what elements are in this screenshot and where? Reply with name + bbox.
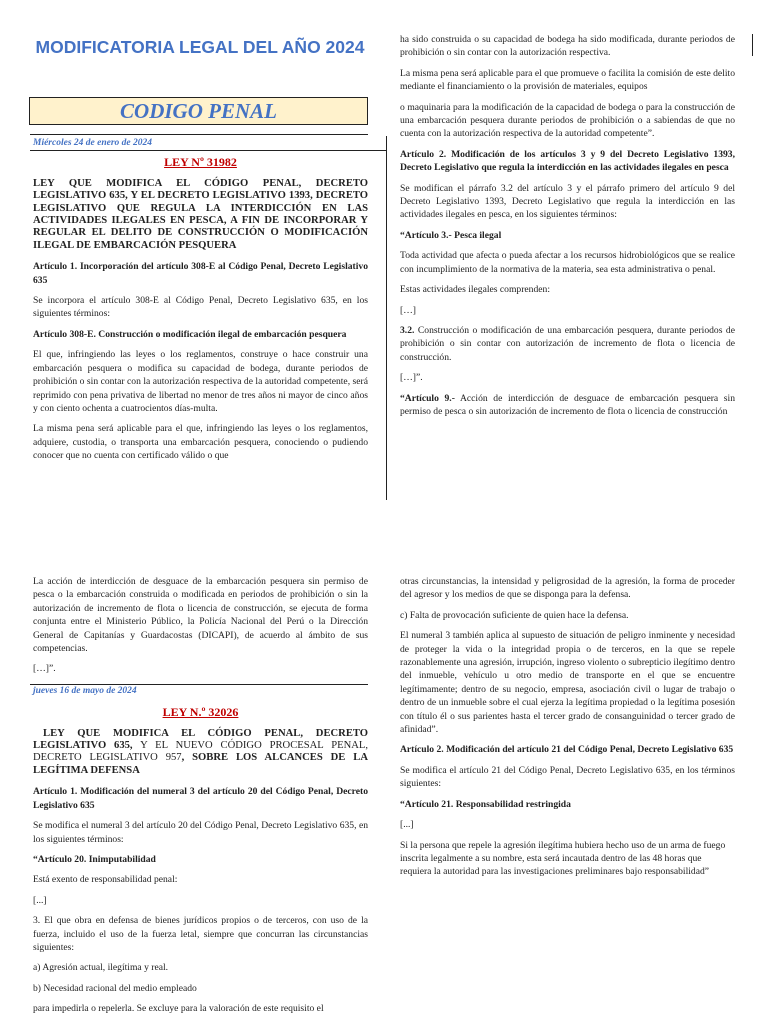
art9-label: “Artículo 9.-	[400, 392, 455, 404]
art20-item-a: a) Agresión actual, ilegítima y real.	[33, 962, 169, 974]
art20-heading: “Artículo 20. Inimputabilidad	[33, 853, 156, 865]
art3-list-intro: Estas actividades ilegales comprenden:	[400, 284, 550, 296]
art2-32026-text: Se modifica el artículo 21 del Código Penal, Decreto Legislativo 635, en los términos siguientes:	[400, 764, 735, 790]
art20-item-b: b) Necesidad racional del medio empleado	[33, 982, 197, 994]
art21-text: Si la persona que repele la agresión ilegítima hubiera hecho uso de un arma de fuego inscrita legalmente a su nombre, esta será incautada dentro de las 48 horas que requiera la autoridad para las investigaciones preliminares bajo responsabilidad”	[400, 839, 726, 878]
law-title-32026-a: LEY QUE MODIFICA EL CÓDIGO PENAL, DECRETO LEGISLATIVO 635,	[33, 727, 368, 752]
art2-32026-heading: Artículo 2. Modificación del artículo 21 del Código Penal, Decreto Legislativo 635	[400, 744, 734, 756]
paragraph-3-2	[400, 324, 735, 364]
art1-32026-text: Se modifica el numeral 3 del artículo 20 del Código Penal, Decreto Legislativo 635, en los siguientes términos:	[33, 820, 368, 845]
art20-item-3: 3. El que obra en defensa de bienes jurídicos propios o de terceros, con uso de la fuerza, incluido el uso de la fuerza letal, siempre que concurran las circunstancias siguientes:	[33, 915, 368, 953]
art21-heading: “Artículo 21. Responsabilidad restringida	[400, 798, 571, 810]
art3-heading: “Artículo 3.- Pesca ilegal	[400, 229, 502, 241]
code-penal-banner: CODIGO PENAL	[29, 97, 368, 125]
section2-right-column	[400, 575, 735, 886]
law-number-32026: LEY N.º 32026	[162, 705, 239, 720]
art20-numeral-3-note: El numeral 3 también aplica al supuesto de situación de peligro inminente y necesidad de proteger la vida o la integridad propia o de terceros, en la que se repele razonablemente una agresión, irrupción, ingreso violento o subrepticio ilegítimo dentro del inmueble, vehículo u otro medio de transporte en el que se encuentre legítimamente; dentro de su negocio, empresa, asociación civil o lugar de trabajo o dentro de un inmueble sobre el cual ejerza la legítima propiedad o la legítima posesión con título él o sus parientes hasta el tercer grado de consanguinidad o tercer grado de afinidad”.	[400, 630, 735, 736]
section2-date: jueves 16 de mayo de 2024	[33, 685, 137, 696]
law-title-32026	[33, 728, 368, 778]
art9-text: Acción de interdicción de desguace de embarcación pesquera sin permiso de pesca o sin autorización de incremento de flota o licencia de construcción	[400, 392, 735, 417]
art3-text: Toda actividad que afecta o pueda afectar a los recursos hidrobiológicos que se realice con incumplimiento de la normativa de la materia, sea esta administrativa o penal.	[400, 250, 735, 275]
section1-right-column	[400, 33, 735, 425]
art308e-paragraph-2-cont: ha sido construida o su capacidad de bodega ha sido modificada, durante periodos de prohibición o sin contar con la autorización respectiva.	[400, 34, 735, 59]
date-rule-bottom	[30, 150, 386, 151]
art20-text: Está exento de responsabilidad penal:	[33, 874, 178, 886]
art308e-paragraph-4: o maquinaria para la modificación de la capacidad de bodega o para la construcción de una embarcación pesquera durante periodos de prohibición o a sabiendas de que no cuenta con la autorización respectiva de la autoridad competente”.	[400, 101, 735, 140]
art308e-paragraph-3: La misma pena será aplicable para el que promueve o facilita la comisión de este delito mediante el financiamiento o la provisión de materiales, equipos	[400, 67, 735, 93]
art9-ellipsis: […]”.	[33, 663, 56, 675]
page-edge-rule	[752, 34, 753, 56]
art2-text: Se modifican el párrafo 3.2 del artículo 3 y el párrafo primero del artículo 9 del Decreto Legislativo 1393, Decreto Legislativo que regula la interdicción en las actividades ilegales en pesca, en los siguientes términos:	[400, 182, 735, 221]
section1-date: Miércoles 24 de enero de 2024	[33, 138, 152, 148]
art308e-paragraph-2: La misma pena será aplicable para el que, infringiendo las leyes o los reglamentos, adquiere, custodia, o transporta una embarcación pesquera, conociendo o pudiendo conocer que no cuenta con certificado válido o que	[33, 423, 368, 462]
section2-left-column	[33, 575, 368, 1023]
law-title-32026-b: Y EL NUEVO CÓDIGO PROCESAL PENAL, DECRETO LEGISLATIVO 957	[33, 740, 368, 764]
law-title-32026-c: , SOBRE LOS ALCANCES DE LA LEGÍTIMA DEFENSA	[33, 752, 368, 776]
art1-heading: Artículo 1. Incorporación del artículo 308-E al Código Penal, Decreto Legislativo 635	[33, 261, 368, 286]
art1-text: Se incorpora el artículo 308-E al Código Penal, Decreto Legislativo 635, en los siguientes términos:	[33, 295, 368, 320]
section2-date-rule	[30, 684, 368, 685]
ellipsis-close: […]”.	[400, 372, 423, 384]
document-title: MODIFICATORIA LEGAL DEL AÑO 2024	[35, 37, 365, 57]
art308e-heading: Artículo 308-E. Construcción o modificación ilegal de embarcación pesquera	[33, 328, 347, 340]
art1-32026-heading: Artículo 1. Modificación del numeral 3 del artículo 20 del Código Penal, Decreto Legislativo 635	[33, 786, 368, 811]
art20-item-b-cont-right: otras circunstancias, la intensidad y peligrosidad de la agresión, la forma de proceder del agresor y los medios de que se disponga para la defensa.	[400, 576, 735, 601]
section1-left-column	[33, 137, 368, 470]
law-title-31982: LEY QUE MODIFICA EL CÓDIGO PENAL, DECRETO LEGISLATIVO 635, Y EL DECRETO LEGISLATIVO 1393, DECRETO LEGISLATIVO QUE REGULA LA INTERDICCIÓN EN LAS ACTIVIDADES ILEGALES EN PESCA, A FIN DE INCORPORAR Y REGULAR EL DELITO DE CONSTRUCCIÓN O MODIFICACIÓN ILEGAL DE EMBARCACIÓN PESQUERA	[33, 177, 368, 251]
column-rule-section1	[386, 136, 387, 500]
ellipsis: […]	[400, 304, 416, 316]
art2-heading: Artículo 2. Modificación de los artículos 3 y 9 del Decreto Legislativo 1393, Decreto Legislativo que regula la interdicción en las actividades ilegales en pesca	[400, 148, 735, 174]
art20-item-c: c) Falta de provocación suficiente de quien hace la defensa.	[400, 609, 629, 621]
paragraph-3-2-text: Construcción o modificación de una embarcación pesquera, durante periodos de prohibición o sin contar con autorización de incremento de flota o licencia de construcción.	[400, 324, 735, 363]
art9-paragraph	[400, 392, 735, 419]
art9-continuation: La acción de interdicción de desguace de la embarcación pesquera sin permiso de pesca o la embarcación construida o modificada en periodos de prohibición o sin la autorización de incremento de flota o licencia de construcción, se ejecuta de forma conjunta entre el Ministerio Público, la Policía Nacional del Perú o la Dirección General de Capitanías y Guardacostas (DICAPI), de acuerdo al ámbito de sus competencias.	[33, 576, 368, 655]
art20-item-b-cont: para impedirla o repelerla. Se excluye para la valoración de este requisito el	[33, 1003, 324, 1015]
date-rule-top	[30, 134, 368, 135]
art308e-paragraph-1: El que, infringiendo las leyes o los reglamentos, construye o hace construir una embarcación pesquera o modifica su capacidad de bodega, durante periodos de prohibición o sin contar con la autorización respectiva de la autoridad competente, será reprimido con pena privativa de libertad no menor de tres años ni mayor de cinco años y con ciento ochenta a cuatrocientos días-multa.	[33, 349, 368, 414]
paragraph-3-2-label: 3.2.	[400, 324, 415, 336]
art20-ellipsis: [...]	[33, 894, 47, 906]
art21-ellipsis: [...]	[400, 819, 414, 831]
law-number-31982: LEY Nº 31982	[164, 155, 237, 170]
